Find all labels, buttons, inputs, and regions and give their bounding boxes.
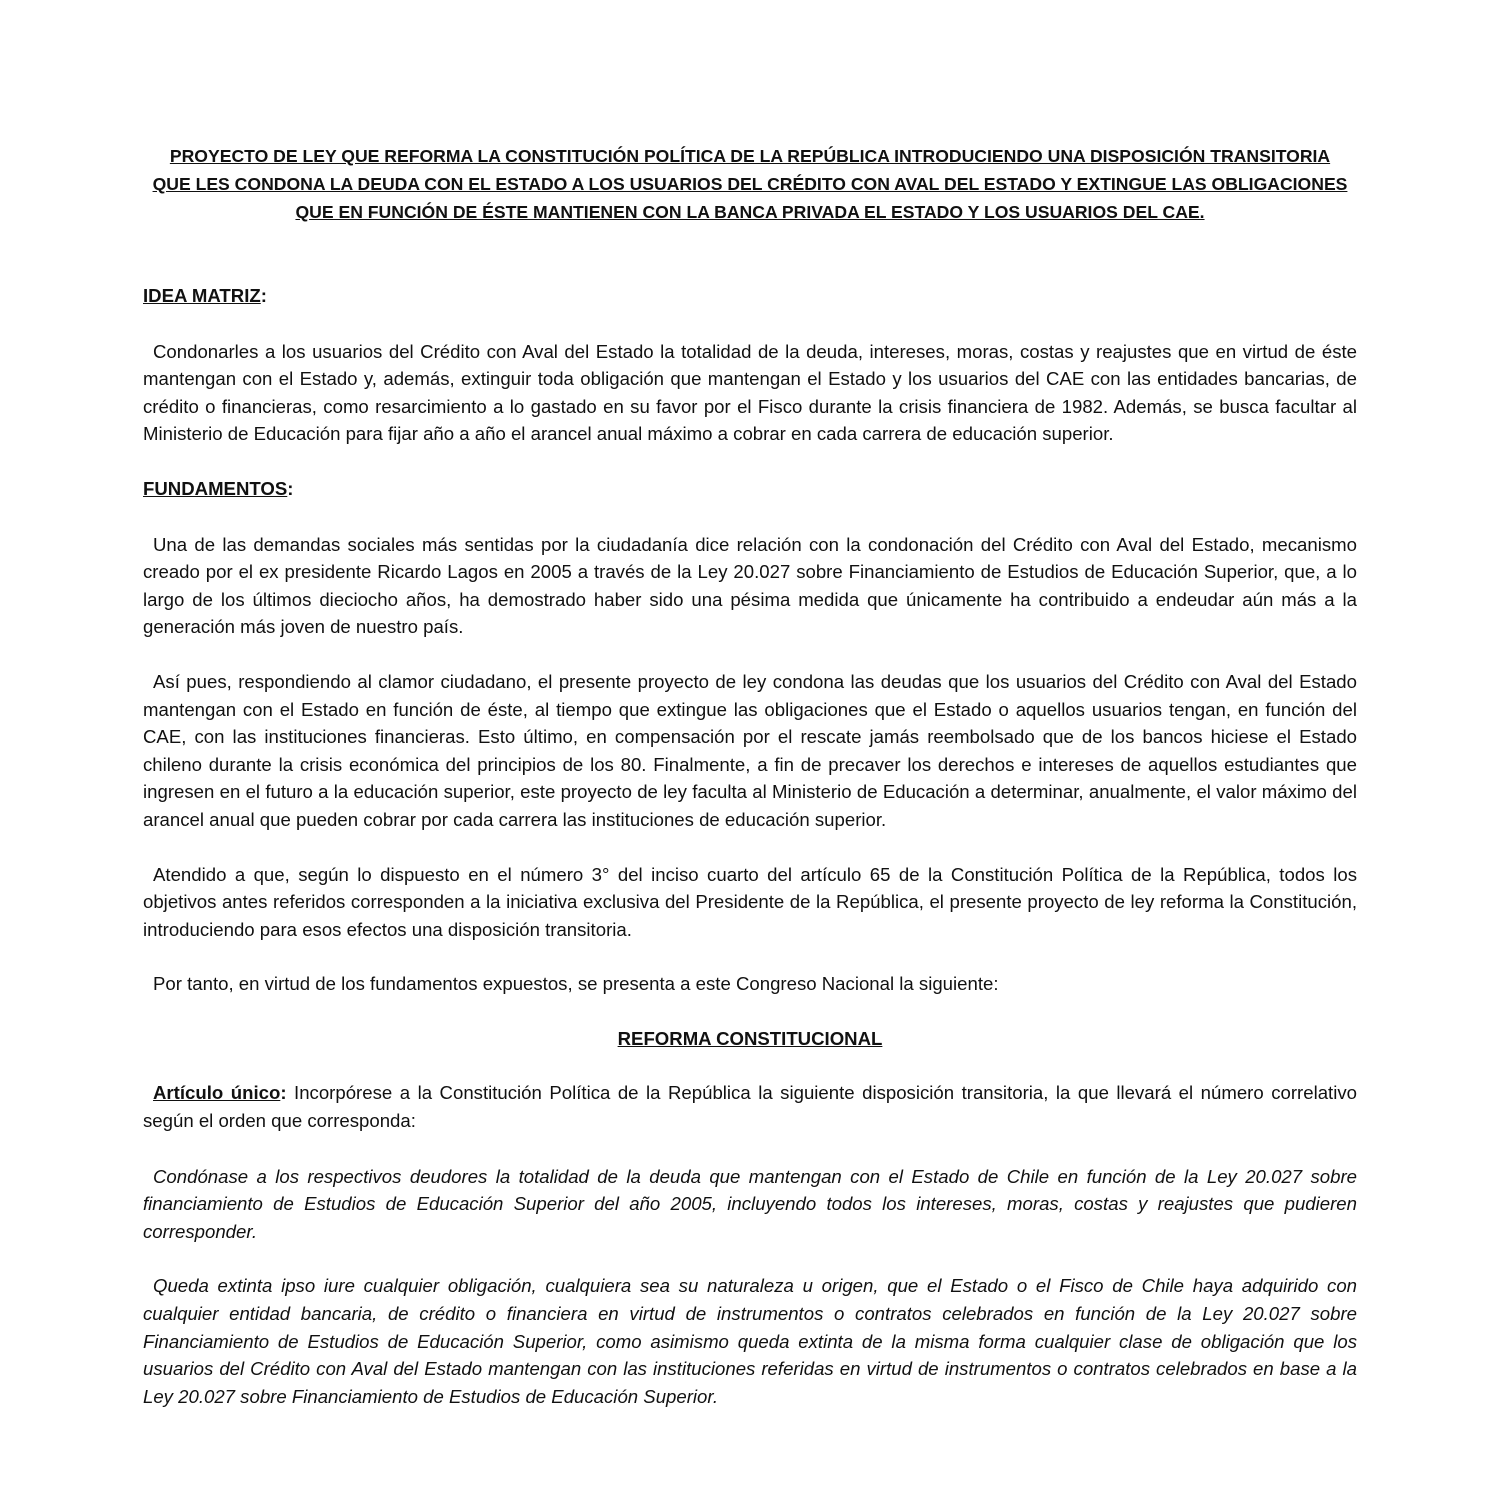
- fundamentos-heading-colon: :: [287, 477, 294, 499]
- fundamentos-heading: [143, 475, 1357, 503]
- fundamentos-paragraph-3: Atendido a que, según lo dispuesto en el número 3° del inciso cuarto del artículo 65 de la Constitución Política de la República, todos los objetivos antes referidos corresponden a la iniciativa exclusiva del Presidente de la República, el presente proyecto de ley reforma la Constitución, introduciendo para esos efectos una disposición transitoria.: [143, 863, 1357, 940]
- idea-matriz-heading-colon: :: [260, 285, 267, 306]
- disposicion-transitoria-paragraph-1: Condónase a los respectivos deudores la totalidad de la deuda que mantengan con el Estado de Chile en función de la Ley 20.027 sobre financiamiento de Estudios de Educación Superior del año 2005, incluyendo todos los intereses, moras, costas y reajustes que pudieren corresponder.: [143, 1165, 1357, 1242]
- articulo-unico-label-text: Artículo único: [153, 1082, 281, 1104]
- articulo-unico-paragraph: [143, 1079, 1357, 1134]
- disposicion-transitoria-paragraph-2: Queda extinta ipso iure cualquier obligación, cualquiera sea su naturaleza u origen, que el Estado o el Fisco de Chile haya adquirido con cualquier entidad bancaria, de crédito o financiera en virtud de instrumentos o contratos celebrados en función de la Ley 20.027 sobre Financiamiento de Estudios de Educación Superior, como asimismo queda extinta de la misma forma cualquier clase de obligación que los usuarios del Crédito con Aval del Estado mantengan con las instituciones referidas en virtud de instrumentos o contratos celebrados en base a la Ley 20.027 sobre Financiamiento de Estudios de Educación Superior.: [143, 1275, 1357, 1407]
- articulo-unico-label-colon: :: [280, 1082, 287, 1104]
- idea-matriz-heading: [143, 282, 1357, 310]
- fundamentos-paragraph-2: Así pues, respondiendo al clamor ciudadano, el presente proyecto de ley condona las deudas que los usuarios del Crédito con Aval del Estado mantengan con el Estado en función de éste, al tiempo que extingue las obligaciones que el Estado o aquellos usuarios tengan, en función del CAE, con las instituciones financieras. Esto último, en compensación por el rescate jamás reembolsado que de los bancos hiciese el Estado chileno durante la crisis económica del principios de los 80. Finalmente, a fin de precaver los derechos e intereses de aquellos estudiantes que ingresen en el futuro a la educación superior, este proyecto de ley faculta al Ministerio de Educación a determinar, anualmente, el valor máximo del arancel anual que pueden cobrar por cada carrera las instituciones de educación superior.: [143, 670, 1357, 830]
- idea-matriz-heading-text: IDEA MATRIZ: [143, 285, 261, 306]
- articulo-unico-text: Incorpórese a la Constitución Política de la República la siguiente disposición transitoria, la que llevará el número correlativo según el orden que corresponda:: [143, 1082, 1357, 1132]
- idea-matriz-paragraph: Condonarles a los usuarios del Crédito con Aval del Estado la totalidad de la deuda, intereses, moras, costas y reajustes que en virtud de éste mantengan con el Estado y, además, extinguir toda obligación que mantengan el Estado y los usuarios del CAE con las entidades bancarias, de crédito o financieras, como resarcimiento a lo gastado en su favor por el Fisco durante la crisis financiera de 1982. Además, se busca facultar al Ministerio de Educación para fijar año a año el arancel anual máximo a cobrar en cada carrera de educación superior.: [143, 340, 1357, 445]
- fundamentos-heading-text: FUNDAMENTOS: [143, 477, 288, 499]
- articulo-unico-label: [153, 1082, 287, 1103]
- reforma-constitucional-heading: REFORMA CONSTITUCIONAL: [617, 1027, 883, 1049]
- document-page: [143, 142, 1357, 1410]
- fundamentos-paragraph-1: Una de las demandas sociales más sentidas por la ciudadanía dice relación con la condonación del Crédito con Aval del Estado, mecanismo creado por el ex presidente Ricardo Lagos en 2005 a través de la Ley 20.027 sobre Financiamiento de Estudios de Educación Superior, que, a lo largo de los últimos dieciocho años, ha demostrado haber sido una pésima medida que únicamente ha contribuido a endeudar aún más a la generación más joven de nuestro país.: [143, 533, 1357, 638]
- fundamentos-paragraph-4: Por tanto, en virtud de los fundamentos expuestos, se presenta a este Congreso Nacional la siguiente:: [153, 973, 999, 995]
- document-title: PROYECTO DE LEY QUE REFORMA LA CONSTITUCIÓN POLÍTICA DE LA REPÚBLICA INTRODUCIENDO UNA DISPOSICIÓN TRANSITORIA QUE LES CONDONA LA DEUDA CON EL ESTADO A LOS USUARIOS DEL CRÉDITO CON AVAL DEL ESTADO Y EXTINGUE LAS OBLIGACIONES QUE EN FUNCIÓN DE ÉSTE MANTIENEN CON LA BANCA PRIVADA EL ESTADO Y LOS USUARIOS DEL CAE.: [152, 146, 1348, 222]
